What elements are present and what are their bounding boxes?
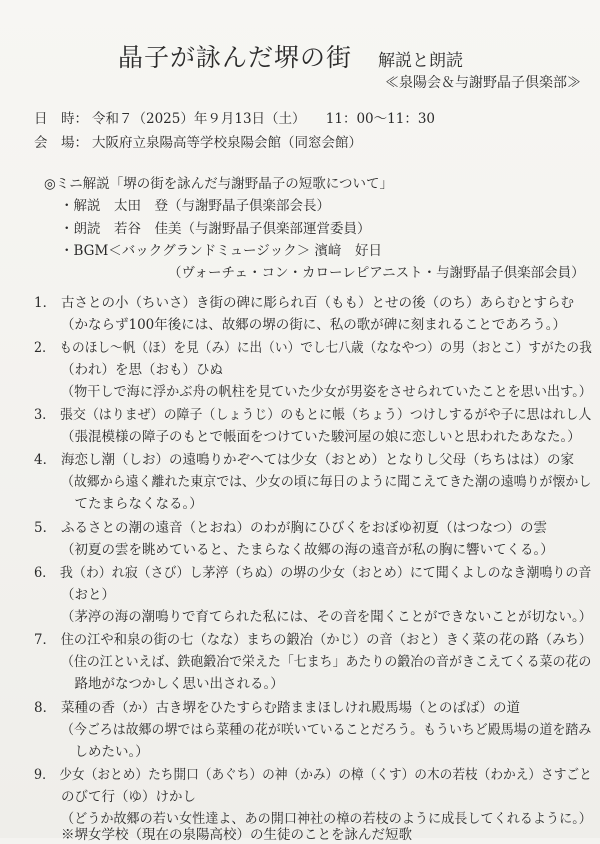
poem-number: 3． [34,407,56,423]
venue-value: 大阪府立泉陽高等学校泉陽会館（同窓会館） [92,135,362,151]
venue-line [34,134,362,152]
poem-translation-cont: しめたい。） [61,744,149,760]
poem-note: ※堺女学校（現在の泉陽高校）の生徒のことを詠んだ短歌 [61,827,412,843]
date-line [34,110,435,128]
poem-translation-cont: 路地がなつかしく思い出される。） [61,676,284,692]
poem-translation-cont: てたまらなくなる。） [61,496,203,512]
poem-number: 9． [34,767,55,783]
poem-number: 5． [34,520,57,536]
poem-number: 7． [34,632,56,648]
poem-line-cont: のびて行（ゆ）けかし [61,789,196,805]
poem-translation: （かならず100年後には、故郷の堺の街に、私の歌が碑に刻まれることであろう。） [61,317,567,333]
poem-line: 9． 少女（おとめ）たち開口（あぐち）の神（かみ）の樟（くす）の木の若枝（わかえ）さすごと [34,767,592,783]
poem-translation: （住の江といえば、鉄砲鍛冶で栄えた「七まち」あたりの鍛冶の音がきこえてくる菜の花の [61,654,592,670]
poem-translation: （今ごろは故郷の堺ではら菜種の花が咲いていることだろう。もういちど殿馬場の道を踏み [61,722,592,738]
poem-line: 2． ものほし〜帆（ほ）を見（み）に出（い）でし七八歳（ななやつ）の男（おとこ）すがたの我 [34,340,592,356]
poem-line-cont: （おと） [61,587,115,603]
program-reading: ・朗読 若谷 佳美（与謝野晶子倶楽部運営委員） [60,221,371,237]
poem-translation: （どうか故郷の若い女性達よ、あの開口神社の樟の若枝のように成長してくれるように。） [61,811,592,827]
poem-number: 2． [34,340,55,356]
poem-translation: （張混模様の障子のもとで帳面をつけていた駿河屋の娘に恋しいと思われたあなた。） [61,429,581,445]
poem-number: 8． [34,700,57,716]
date-value: 令和７（2025）年９月13日（土） 11：00～11：30 [92,111,435,127]
poem-line: 5． ふるさとの潮の遠音（とおね）のわが胸にひびくをおぼゆ初夏（はつなつ）の雲 [34,520,547,536]
poem-line: 1． 古さとの小（ちいさ）き街の碑に彫られ百（もも）とせの後（のち）あらむとすらむ [34,295,574,311]
poem-number: 4． [34,452,57,468]
poem-translation: （初夏の雲を眺めていると、たまらなく故郷の海の遠音が私の胸に響いてくる。） [61,542,554,558]
page-title: 晶子が詠んだ堺の街 [118,43,353,72]
poem-line-cont: （われ）を思（おも）ひぬ [61,362,223,378]
page-subtitle: 解説と朗読 [378,51,463,71]
date-label: 日 時： [34,111,88,127]
poem-translation: （茅渟の海の潮鳴りで育てられた私には、その音を聞くことができないことが切ない。） [61,609,593,625]
poem-line: 3． 張交（はりまぜ）の障子（しょうじ）のもとに帳（ちょう）つけしするがや子に思はれし人 [34,407,592,423]
organizers: ≪泉陽会＆与謝野晶子倶楽部≫ [385,75,581,91]
poem-translation: （物干しで海に浮かぶ舟の帆柱を見ていた少女が男姿をさせられていたことを思い出す。） [61,384,592,400]
program-bgm: ・BGM＜バックグランドミュージック＞ 濱﨑 好日 [60,243,383,259]
program-heading: ◎ミニ解説「堺の街を詠んだ与謝野晶子の短歌について」 [44,176,394,192]
poem-number: 1． [34,295,57,311]
poem-translation: （故郷から遠く離れた東京では、少女の頃に毎日のように聞こえてきた潮の遠鳴りが懐かし [61,474,592,490]
poem-line: 7． 住の江や和泉の街の七（なな）まちの鍛冶（かじ）の音（おと）きく菜の花の路（みち） [34,632,592,648]
venue-label: 会 場： [34,135,88,151]
program-commentary: ・解説 太田 登（与謝野晶子倶楽部会長） [60,198,330,214]
poem-number: 6． [34,565,56,581]
poem-line: 6． 我（わ）れ寂（さび）し茅渟（ちぬ）の堺の少女（おとめ）にて聞くよしのなき潮鳴りの音 [34,565,592,581]
poem-line: 4． 海恋し潮（しお）の遠鳴りかぞへては少女（おとめ）となりし父母（ちちはは）の家 [34,452,574,468]
poem-line: 8． 菜種の香（か）古き堺をひたすらむ踏ままほしけれ殿馬場（とのばば）の道 [34,700,520,716]
program-bgm-note: （ヴォーチェ・コン・カローレピアニスト・与謝野晶子倶楽部会員） [168,265,585,281]
